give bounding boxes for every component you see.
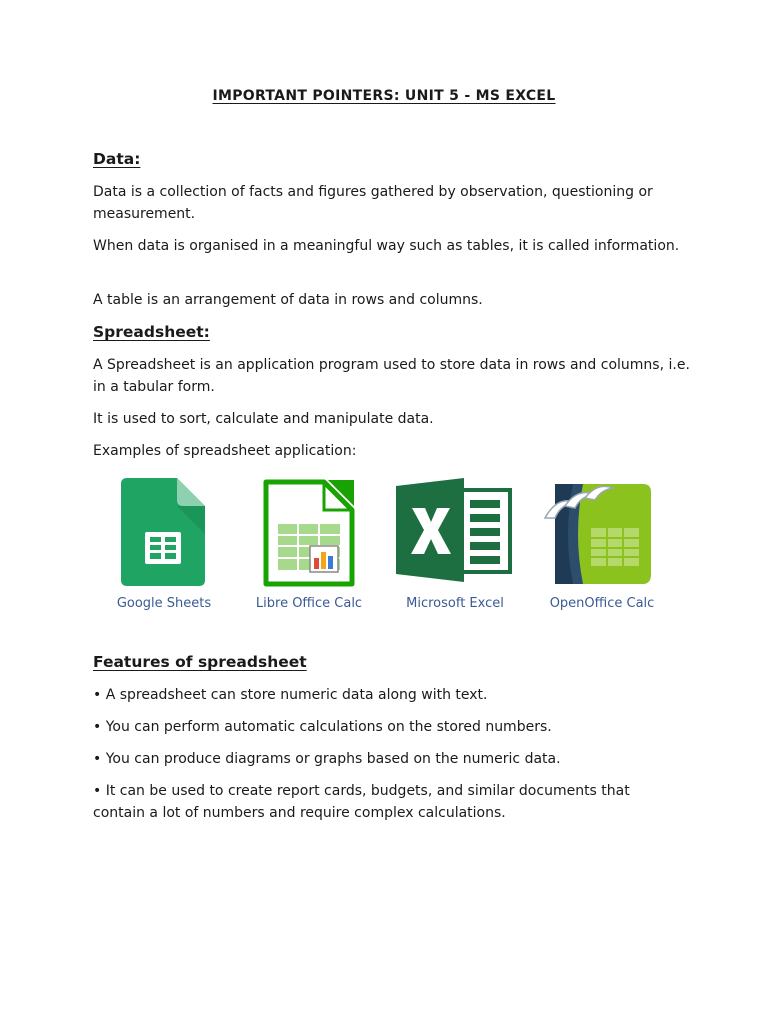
microsoft-excel-label: Microsoft Excel [406, 596, 504, 611]
data-paragraph-1: Data is a collection of facts and figures gathered by observation, questioning or measurement. [93, 184, 653, 222]
openoffice-calc-label: OpenOffice Calc [549, 596, 655, 611]
google-sheets-icon [121, 478, 205, 586]
data-heading: Data: [93, 150, 141, 168]
spreadsheet-heading: Spreadsheet: [93, 323, 210, 341]
document-title-text: IMPORTANT POINTERS: UNIT 5 - MS EXCEL [212, 88, 556, 104]
data-paragraph-3: A table is an arrangement of data in rows and columns. [93, 292, 483, 308]
microsoft-excel-icon [396, 478, 514, 582]
spreadsheet-paragraph-2: It is used to sort, calculate and manipulate data. [93, 411, 434, 427]
features-heading: Features of spreadsheet [93, 653, 307, 671]
data-paragraph-2: When data is organised in a meaningful way such as tables, it is called information. [93, 238, 680, 254]
spreadsheet-paragraph-3: Examples of spreadsheet application: [93, 443, 357, 459]
feature-item-1: • A spreadsheet can store numeric data along with text. [93, 687, 488, 703]
spreadsheet-apps-row [0, 478, 768, 648]
feature-item-2: • You can perform automatic calculations on the stored numbers. [93, 719, 552, 735]
document-title [0, 88, 768, 104]
libreoffice-calc-label: Libre Office Calc [255, 596, 363, 611]
openoffice-calc-icon [543, 478, 653, 588]
feature-item-4: • It can be used to create report cards, budgets, and similar documents that contain a lot of numbers and require complex calculations. [93, 783, 630, 821]
spreadsheet-paragraph-1: A Spreadsheet is an application program used to store data in rows and columns, i.e. in a tabular form. [93, 357, 690, 395]
libreoffice-calc-icon [262, 478, 356, 588]
google-sheets-label: Google Sheets [116, 596, 212, 611]
feature-item-3: • You can produce diagrams or graphs based on the numeric data. [93, 751, 561, 767]
